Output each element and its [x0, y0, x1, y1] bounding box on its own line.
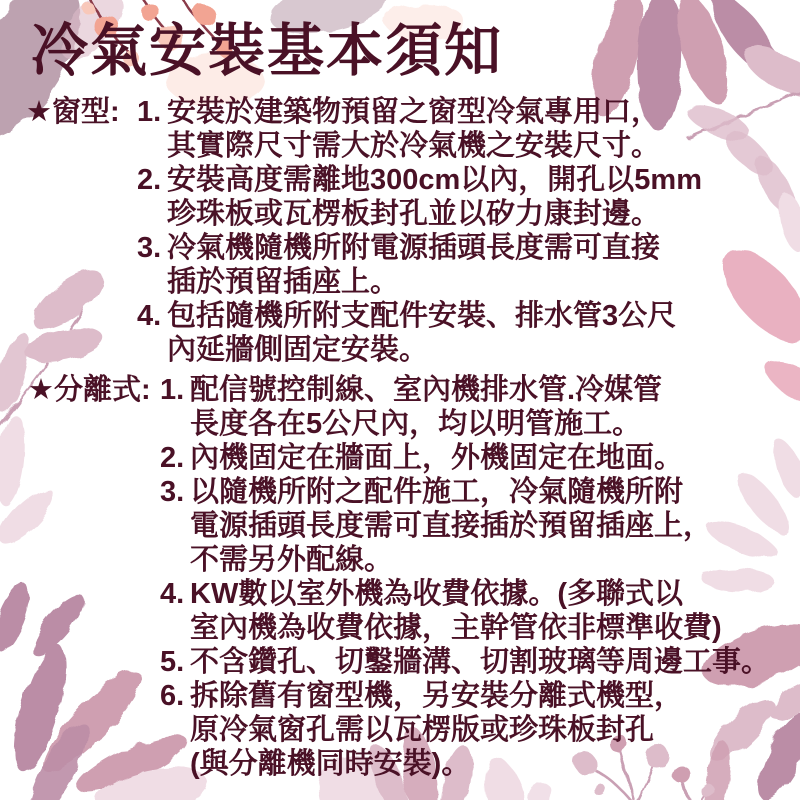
text-line-content: 以隨機所附之配件施工，冷氣隨機所附	[190, 476, 684, 508]
text-line: 其實際尺寸需大於冷氣機之安裝尺寸。	[167, 130, 661, 162]
text-line-content: 安裝高度需離地300cm以內，開孔以5mm	[167, 164, 702, 196]
list-item	[137, 163, 702, 231]
text-line	[160, 679, 770, 713]
text-line	[137, 95, 702, 129]
page-title: 冷氣安裝基本須知	[31, 19, 503, 83]
text-line: 不需另外配線。	[190, 544, 394, 576]
text-line	[160, 475, 770, 509]
item-number: 4.	[160, 578, 185, 610]
section-window-type	[26, 95, 702, 367]
text-line: 原冷氣窗孔需以瓦楞版或珍珠板封孔	[190, 714, 655, 746]
text-line: 插於預留插座上。	[167, 266, 400, 298]
list-item	[160, 679, 770, 781]
text-line: (與分離機同時安裝)。	[190, 748, 471, 780]
item-number: 2.	[160, 442, 185, 474]
text-line-content: 冷氣機隨機所附電源插頭長度需可直接	[167, 232, 661, 264]
section-label	[26, 95, 137, 129]
section-label-text: 窗型:	[52, 96, 120, 128]
list-item	[160, 645, 770, 679]
text-line	[160, 645, 770, 679]
section-label-text: 分離式:	[54, 374, 151, 406]
item-number: 1.	[137, 96, 162, 128]
item-number: 2.	[137, 164, 162, 196]
text-line-content: 內機固定在牆面上，外機固定在地面。	[190, 442, 684, 474]
text-line-content: 安裝於建築物預留之窗型冷氣專用口，	[167, 96, 661, 128]
list-item	[160, 373, 770, 441]
item-list	[160, 373, 770, 781]
text-line	[160, 441, 770, 475]
text-line: 電源插頭長度需可直接插於預留插座上，	[190, 510, 713, 542]
text-line	[160, 373, 770, 407]
text-line: 長度各在5公尺內，均以明管施工。	[190, 408, 642, 440]
text-line-content: 配信號控制線、室內機排水管.冷媒管	[190, 374, 663, 406]
list-item	[160, 475, 770, 577]
item-number: 4.	[137, 300, 162, 332]
list-item	[137, 231, 702, 299]
item-number: 6.	[160, 680, 185, 712]
text-line	[137, 231, 702, 265]
text-line-content: 拆除舊有窗型機，另安裝分離式機型，	[190, 680, 684, 712]
text-line: 內延牆側固定安裝。	[167, 334, 429, 366]
text-line-content: 不含鑽孔、切鑿牆溝、切割玻璃等周邊工事。	[190, 646, 771, 678]
list-item	[137, 95, 702, 163]
section-label	[28, 373, 160, 407]
star-icon: ★	[28, 374, 54, 406]
text-line-content: KW數以室外機為收費依據。(多聯式以	[190, 578, 683, 610]
text-line	[137, 163, 702, 197]
item-list	[137, 95, 702, 367]
item-number: 1.	[160, 374, 185, 406]
star-icon: ★	[26, 96, 52, 128]
list-item	[137, 299, 702, 367]
list-item	[160, 577, 770, 645]
text-line: 珍珠板或瓦楞板封孔並以矽力康封邊。	[167, 198, 661, 230]
text-line	[137, 299, 702, 333]
item-number: 3.	[160, 476, 185, 508]
section-split-type	[28, 373, 770, 781]
item-number: 3.	[137, 232, 162, 264]
text-line	[160, 577, 770, 611]
text-line-content: 包括隨機所附支配件安裝、排水管3公尺	[167, 300, 677, 332]
list-item	[160, 441, 770, 475]
text-line: 室內機為收費依據，主幹管依非標準收費)	[190, 612, 722, 644]
item-number: 5.	[160, 646, 185, 678]
